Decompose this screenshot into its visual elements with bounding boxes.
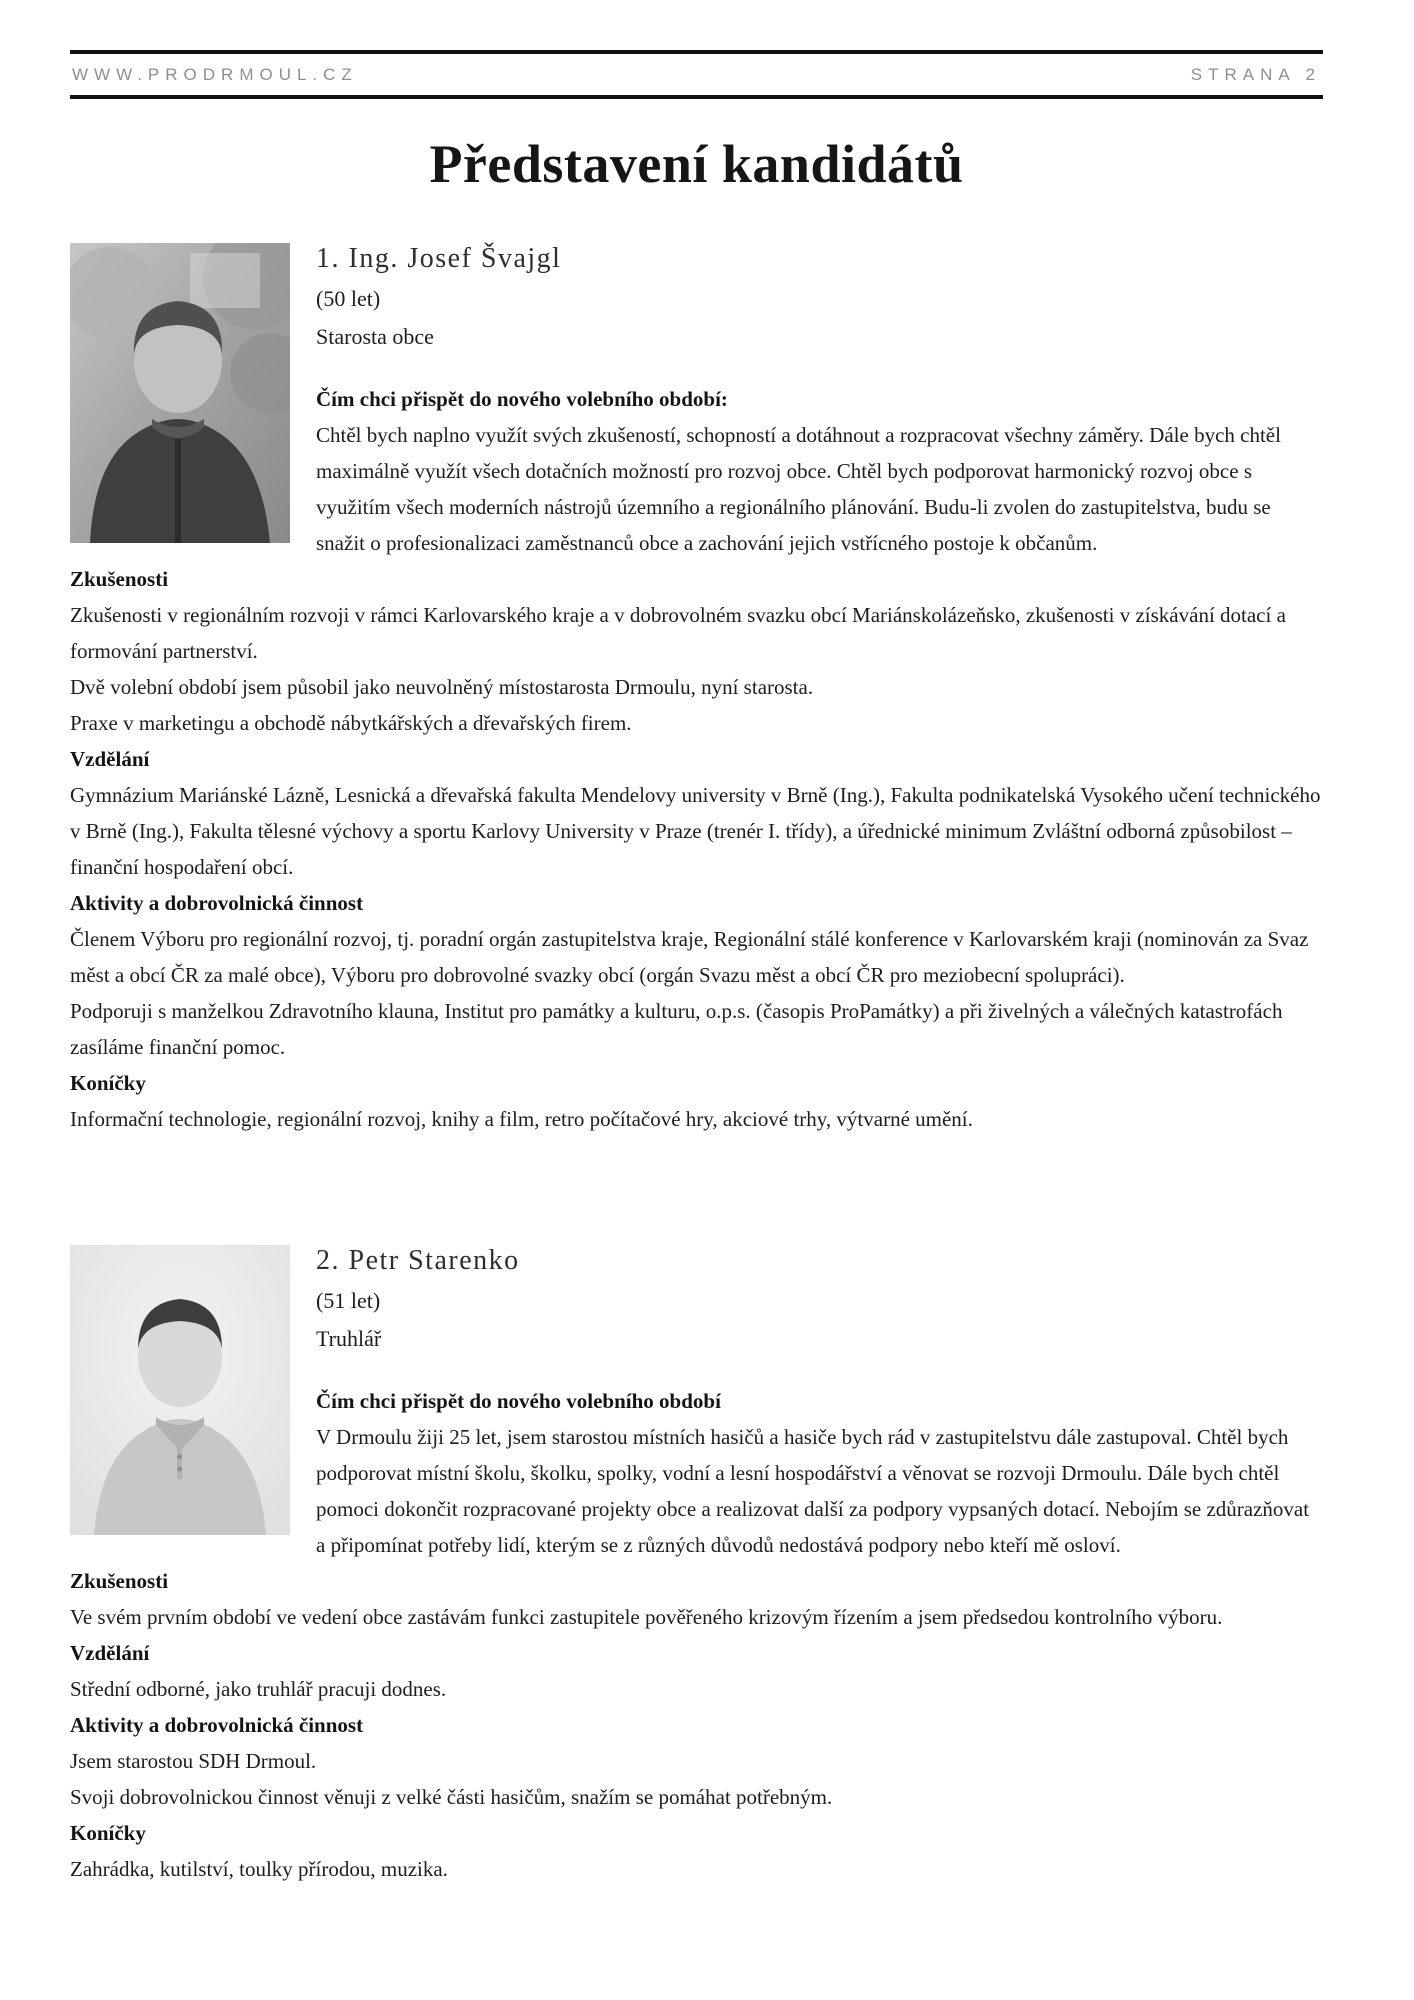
section-paragraph: Zkušenosti v regionálním rozvoji v rámci Karlovarského kraje a v dobrovolném svazku obcí Mariánskolázeňsko, zkušenosti v získávání dotací a formování partnerství. (70, 603, 1286, 663)
section-heading: Aktivity a dobrovolnická činnost (70, 891, 364, 915)
section-paragraph: Praxe v marketingu a obchodě nábytkářských a dřevařských firem. (70, 711, 632, 735)
candidate-photo-2 (70, 1245, 290, 1535)
section-activities (70, 885, 1323, 1065)
section-heading: Koníčky (70, 1821, 146, 1845)
candidate-name: 1. Ing. Josef Švajgl (316, 243, 562, 274)
section-paragraph: V Drmoulu žiji 25 let, jsem starostou místních hasičů a hasiče bych rád v zastupitelstvu dále zastupoval. Chtěl bych podporovat místní školu, školku, spolky, vodní a lesní hospodářství a věnovat se rozvoji Drmoulu. Dále bych chtěl pomoci dokončit rozpracované projekty obce a realizovat další za podpory vypsaných dotací. Nebojím se zdůrazňovat a připomínat potřeby lidí, kterým se z různých důvodů nedostává podpory nebo kteří mě osloví. (316, 1425, 1310, 1557)
section-paragraph: Dvě volební období jsem působil jako neuvolněný místostarosta Drmoulu, nyní starosta. (70, 675, 814, 699)
section-paragraph: Gymnázium Mariánské Lázně, Lesnická a dřevařská fakulta Mendelovy university v Brně (Ing.), Fakulta podnikatelská Vysokého učení technického v Brně (Ing.), Fakulta tělesné výchovy a sportu Karlovy University v Praze (trenér I. třídy), a úřednické minimum Zvláštní odborná způsobilost – finanční hospodaření obcí. (70, 783, 1321, 879)
candidate-role: Truhlář (316, 1326, 382, 1351)
section-heading: Zkušenosti (70, 567, 169, 591)
candidate-role: Starosta obce (316, 324, 434, 349)
section-education (70, 1635, 1323, 1707)
section-heading: Aktivity a dobrovolnická činnost (70, 1713, 364, 1737)
candidate-age: (51 let) (316, 1288, 381, 1313)
section-heading: Vzdělání (70, 1641, 150, 1665)
candidate-name: 2. Petr Starenko (316, 1245, 520, 1276)
section-paragraph: Svoji dobrovolnickou činnost věnuji z velké části hasičům, snažím se pomáhat potřebným. (70, 1785, 833, 1809)
site-url: WWW.PRODRMOUL.CZ (72, 65, 358, 84)
section-activities (70, 1707, 1323, 1815)
candidate-age: (50 let) (316, 286, 381, 311)
section-paragraph: Zahrádka, kutilství, toulky přírodou, muzika. (70, 1857, 448, 1881)
section-paragraph: Chtěl bych naplno využít svých zkušeností, schopností a dotáhnout a rozpracovat všechny záměry. Dále bych chtěl maximálně využít všech dotačních možností pro rozvoj obce. Chtěl bych podporovat harmonický rozvoj obce s využitím všech moderních nástrojů územního a regionálního plánování. Budu-li zvolen do zastupitelstva, budu se snažit o profesionalizaci zaměstnanců obce a zachování jejich vstřícného postoje k občanům. (316, 423, 1281, 555)
section-paragraph: Informační technologie, regionální rozvoj, knihy a film, retro počítačové hry, akciové trhy, výtvarné umění. (70, 1107, 973, 1131)
section-paragraph: Ve svém prvním období ve vedení obce zastávám funkci zastupitele pověřeného krizovým řízením a jsem předsedou kontrolního výboru. (70, 1605, 1223, 1629)
section-heading: Zkušenosti (70, 1569, 169, 1593)
portrait-illustration-studio (70, 1245, 290, 1535)
page-title: Představení kandidátů (429, 134, 964, 194)
section-education (70, 741, 1323, 885)
candidate-section-2 (70, 1241, 1323, 1887)
section-heading: Vzdělání (70, 747, 150, 771)
section-heading: Čím chci přispět do nového volebního období (316, 1389, 721, 1413)
section-heading: Čím chci přispět do nového volebního období: (316, 387, 728, 411)
section-paragraph: Střední odborné, jako truhlář pracuji dodnes. (70, 1677, 447, 1701)
page-header (70, 50, 1323, 99)
section-paragraph: Členem Výboru pro regionální rozvoj, tj. poradní orgán zastupitelstva kraje, Regionální stálé konference v Karlovarském kraji (nominován za Svaz měst a obcí ČR za malé obce), Výboru pro dobrovolné svazky obcí (orgán Svazu měst a obcí ČR pro meziobecní spolupráci). (70, 927, 1309, 987)
section-paragraph: Jsem starostou SDH Drmoul. (70, 1749, 317, 1773)
section-experience (70, 1563, 1323, 1635)
section-paragraph: Podporuji s manželkou Zdravotního klauna, Institut pro památky a kulturu, o.p.s. (časopis ProPamátky) a při živelných a válečných katastrofách zasíláme finanční pomoc. (70, 999, 1283, 1059)
candidate-photo-1 (70, 243, 290, 543)
page-number: STRANA 2 (1190, 65, 1321, 84)
section-experience (70, 561, 1323, 741)
section-hobbies (70, 1065, 1323, 1137)
section-heading: Koníčky (70, 1071, 146, 1095)
candidate-section-1 (70, 239, 1323, 1137)
portrait-illustration-outdoor (70, 243, 290, 543)
section-hobbies (70, 1815, 1323, 1887)
